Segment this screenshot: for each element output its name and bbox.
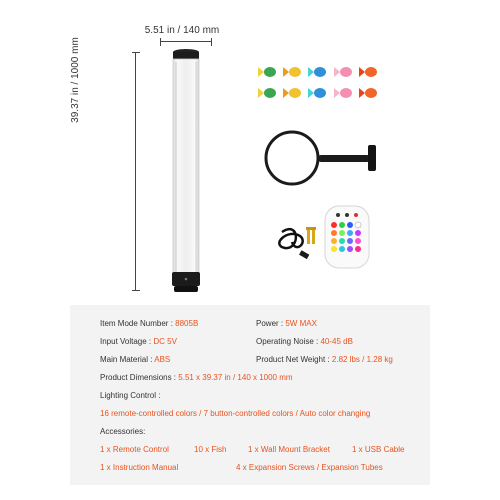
accessory-manual: 1 x Instruction Manual xyxy=(100,463,179,472)
dimensions-label: Product Dimensions : xyxy=(100,373,179,382)
operating-noise-row xyxy=(256,337,353,346)
usb-cable xyxy=(279,229,309,259)
tube-lamp xyxy=(172,49,200,292)
wall-mount-bracket xyxy=(266,132,376,184)
width-dimension-label: 5.51 in / 140 mm xyxy=(144,25,220,36)
fish-row-2 xyxy=(258,88,377,98)
input-voltage-value: DC 5V xyxy=(153,337,177,346)
power-value: 5W MAX xyxy=(285,319,317,328)
material-row xyxy=(100,355,170,364)
net-weight-label: Product Net Weight : xyxy=(256,355,332,364)
net-weight-value: 2.82 lbs / 1.28 kg xyxy=(331,355,393,364)
accessories-label: Accessories: xyxy=(100,427,146,436)
remote-control xyxy=(325,206,369,268)
accessory-usb: 1 x USB Cable xyxy=(352,445,405,454)
item-model-row xyxy=(100,319,198,328)
material-label: Main Material : xyxy=(100,355,155,364)
lighting-label: Lighting Control : xyxy=(100,391,161,400)
dimensions-row xyxy=(100,373,293,382)
power-label: Power : xyxy=(256,319,286,328)
operating-noise-value: 40-45 dB xyxy=(320,337,353,346)
lighting-value: 16 remote-controlled colors / 7 button-controlled colors / Auto color changing xyxy=(100,409,371,418)
accessory-fish: 10 x Fish xyxy=(194,445,227,454)
fish-row-1 xyxy=(258,67,377,77)
net-weight-row xyxy=(256,355,393,364)
expansion-screws xyxy=(306,227,316,244)
accessory-remote: 1 x Remote Control xyxy=(100,445,169,454)
input-voltage-row xyxy=(100,337,177,346)
input-voltage-label: Input Voltage : xyxy=(100,337,154,346)
dimensions-value: 5.51 x 39.37 in / 140 x 1000 mm xyxy=(178,373,293,382)
material-value: ABS xyxy=(154,355,171,364)
item-model-label: Item Mode Number : xyxy=(100,319,176,328)
item-model-value: 8805B xyxy=(175,319,199,328)
height-dimension-label: 39.37 in / 1000 mm xyxy=(70,37,81,123)
accessory-screws: 4 x Expansion Screws / Expansion Tubes xyxy=(236,463,383,472)
operating-noise-label: Operating Noise : xyxy=(256,337,321,346)
specifications-panel xyxy=(70,305,430,485)
accessory-bracket: 1 x Wall Mount Bracket xyxy=(248,445,330,454)
power-row xyxy=(256,319,317,328)
